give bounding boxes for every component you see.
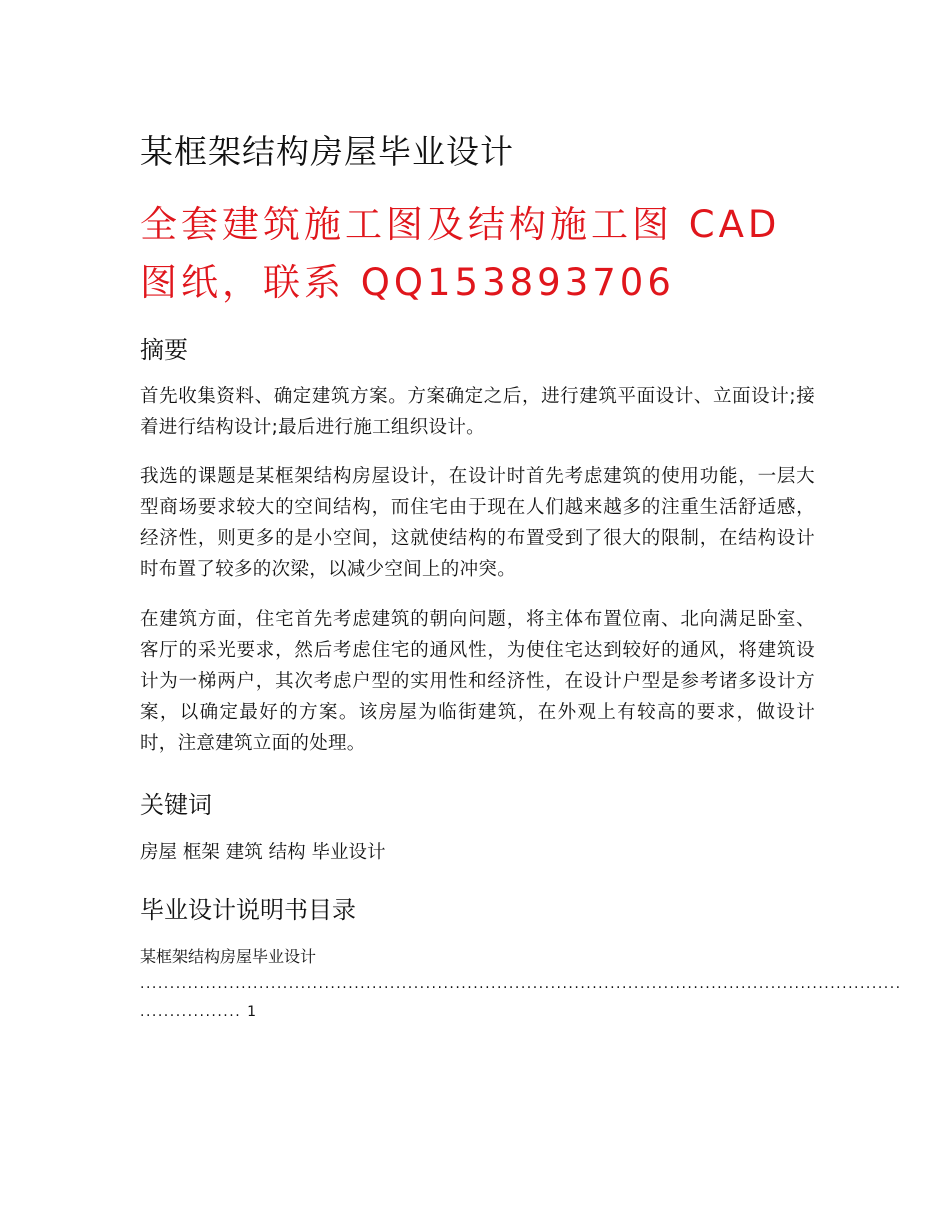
toc-entry-page: 1 [247, 1004, 258, 1020]
toc-entry-leader-end [140, 998, 258, 1026]
abstract-paragraph-3: 在建筑方面，住宅首先考虑建筑的朝向问题，将主体布置位南、北向满足卧室、客厅的采光要求，然后考虑住宅的通风性，为使住宅达到较好的通风，将建筑设计为一梯两户，其次考虑户型的实用性和经济性，在设计户型是参考诸多设计方案，以确定最好的方案。该房屋为临街建筑，在外观上有较高的要求，做设计时，注意建筑立面的处理。 [140, 609, 815, 754]
keywords-heading: 关键词 [140, 791, 212, 819]
toc-entry-title[interactable]: 某框架结构房屋毕业设计 [140, 947, 317, 966]
document-title: 某框架结构房屋毕业设计 [140, 132, 514, 171]
toc-heading: 毕业设计说明书目录 [140, 896, 356, 924]
abstract-heading: 摘要 [140, 336, 188, 364]
keywords-list: 房屋 框架 建筑 结构 毕业设计 [140, 842, 386, 863]
abstract-paragraph-1: 首先收集资料、确定建筑方案。方案确定之后，进行建筑平面设计、立面设计;接着进行结构设计;最后进行施工组织设计。 [140, 386, 815, 438]
abstract-paragraph-2: 我选的课题是某框架结构房屋设计，在设计时首先考虑建筑的使用功能，一层大型商场要求较大的空间结构，而住宅由于现在人们越来越多的注重生活舒适感，经济性，则更多的是小空间，这就使结构的布置受到了很大的限制，在结构设计时布置了较多的次梁，以减少空间上的冲突。 [140, 466, 815, 580]
toc-entry-leader-tail: ................. [140, 1004, 242, 1020]
toc-entry-leader: ................................................................................................................................ [140, 976, 902, 992]
promo-text: 全套建筑施工图及结构施工图 CAD 图纸，联系 QQ153893706 [140, 203, 781, 304]
